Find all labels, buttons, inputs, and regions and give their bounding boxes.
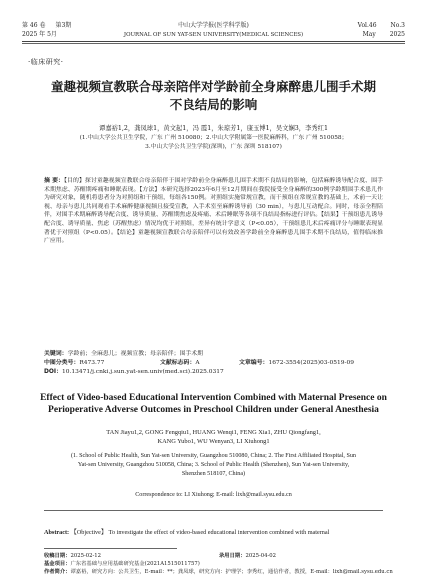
accepted-date: 2025-04-02: [245, 553, 277, 559]
abstract-zh-text: 【目的】探讨童趣视频宣教联合母亲陪伴于围对学龄前全身麻醉患儿围手术期不良结局的影响，包括麻醉诱导配合度、围手术期焦虑、苏醒期疼痛和睡眠表现。【方法】本研究选择2023年6月至12月期间在我院接受全身麻醉的300例学龄期围手术患儿作为研究对象，随机将患者分为对照组和干预组，每组各150例。对照组实施常规宣教，而干预组在常规宣教的基础上，术前一天让视、母亲与患儿共同观看手术麻醉健康视频且接受宣教，入手术室至麻醉诱导前（30 min），与患儿互动配合。同时，母亲全程陪伴，对围手术期麻醉诱导配合度、诱导质量、苏醒期焦虑及疼痛、术后睡眠等各项不良结局指标进行评估。【结果】干预组患儿诱导配合度、诱导质量、焦虑（苏醒焦虑）情况均优于对照组，差异有统计学意义（P<0.05），干预组患儿术后疼痛评分与睡眠表现显著优于对照组（P<0.05）。【结论】童趣视频宣教联合母亲陪伴可以有效改善学龄前全身麻醉患儿围手术期不良结局，值得临床推广应用。: [44, 178, 383, 245]
footnote-fund: [44, 560, 397, 568]
article-no-value: 1672-3554(2025)03-0519-09: [268, 360, 354, 366]
header-rule: [22, 41, 405, 42]
affil-zh: [30, 134, 397, 151]
footnote-dates: [44, 552, 397, 560]
header-journal-zh: 中山大学学报(医学科学版): [178, 22, 249, 29]
clc-label: 中图分类号：: [44, 360, 80, 366]
accepted-label: 录用日期：: [219, 553, 246, 559]
header-month-en: May: [362, 31, 376, 38]
header-rule-thin: [22, 43, 405, 44]
header-volume: 第 46 卷: [22, 22, 46, 29]
affil-zh-line-1: (1.中山大学公共卫生学院，广东 广州 510080；2.中山大学附属第一医院麻醉科，广东 广州 510058；: [79, 135, 348, 141]
authors-en-line-1: TAN Jiayu1,2, GONG Fengqiu1, HUANG Wenqi1, FENG Xia1, ZHU Qiongfang1,: [106, 429, 321, 436]
title-zh-line-2: 不良结局的影响: [169, 97, 258, 112]
title-en-line-2: Perioperative Adverse Outcomes in Preschool Children under General Anesthesia: [48, 405, 379, 415]
fund-label: 基金项目：: [44, 561, 71, 567]
header-vol-en: Vol.46: [357, 22, 377, 29]
article-no-label: 文章编号：: [239, 360, 269, 366]
footnote-bio: [44, 568, 397, 576]
abstract-en-text: 【Objective】 To investigate the effect of video-based educational intervention combined with maternal: [70, 529, 330, 536]
affil-en-line-2: Yat-sen University, Guangzhou 510058, China; 3. School of Public Health (Shenzhen), Sun Yat-sen University,: [77, 462, 350, 468]
doi-zh: [44, 368, 224, 377]
authors-zh: 谭嘉裕1,2，龚凤球1，黄文起1，冯 霞1，朱琼芳1，康玉博1，吴文娴3，李秀红1: [99, 125, 328, 132]
authors-en-line-2: KANG Yubo1, WU Wenyan3, LI Xiuhong1: [157, 438, 270, 446]
keywords-zh-label: 关键词：: [44, 351, 68, 357]
meta-zh: [44, 359, 384, 368]
title-zh-line-1: 童趣视频宣教联合母亲陪伴对学龄前全身麻醉患儿围手术期: [50, 79, 376, 94]
bio-text: 谭嘉裕，研究方向：公共卫生，E-mail：**；龚凤球，研究方向：护理学；李秀红，通信作者，教授，E-mail：lixh@mail.sysu.edu.cn: [70, 569, 393, 575]
en-divider: [44, 510, 383, 511]
abstract-zh-label: 摘 要：: [44, 178, 65, 184]
header-date: 2025 年 5月: [22, 31, 57, 38]
authors-en: [30, 428, 397, 446]
header-journal-en: JOURNAL OF SUN YAT-SEN UNIVERSITY(MEDICAL SCIENCES): [123, 32, 304, 38]
abstract-zh: [44, 177, 383, 246]
footnote-rule: [44, 548, 177, 549]
affil-en-line-3: Shenzhen 518107, China): [181, 471, 246, 477]
bio-label: 作者简介：: [44, 569, 71, 575]
doc-code-label: 文献标志码：: [160, 360, 196, 366]
title-zh: [30, 78, 397, 114]
abstract-en-label: Abstract:: [44, 529, 70, 536]
title-en-line-1: Effect of Video-based Educational Intervention Combined with Maternal Presence on: [40, 393, 387, 403]
header-issue: 第3期: [55, 22, 72, 29]
keywords-zh: [44, 350, 203, 359]
doc-code-value: A: [195, 360, 200, 366]
doi-value: 10.13471/j.cnki.j.sun.yat-sen.univ(med.sci).2025.0317: [61, 369, 224, 375]
header-right: [344, 22, 405, 30]
header-no-en: No.3: [390, 22, 405, 29]
affil-en: [50, 452, 377, 479]
affil-zh-line-2: 3.中山大学公共卫生学院(深圳)，广东 深圳 518107): [145, 143, 282, 150]
correspondence: Correspondence to: LI Xiuhong; E-mail: lixh@mail.sysu.edu.cn: [135, 492, 292, 498]
affil-en-line-1: (1. School of Public Health, Sun Yat-sen University, Guangzhou 510080, China; 2. The First Affiliated Hospital, Sun: [71, 453, 356, 459]
received-label: 收稿日期：: [44, 553, 71, 559]
doi-label: DOI：: [44, 369, 62, 375]
received-date: 2025-02-12: [70, 553, 102, 559]
header-right-2: [349, 31, 405, 39]
header-year-en: 2025: [389, 31, 405, 38]
keywords-zh-text: 学龄前；全麻患儿；视频宣教；母亲陪伴；围手术期: [67, 351, 204, 357]
abstract-en: [44, 528, 383, 537]
fund-text: 广东省基础与应用基础研究基金(2021A1515011757): [70, 561, 200, 567]
title-en: [30, 392, 397, 416]
clc-value: R473.77: [79, 360, 105, 366]
section-tag: ·临床研究·: [28, 58, 64, 66]
